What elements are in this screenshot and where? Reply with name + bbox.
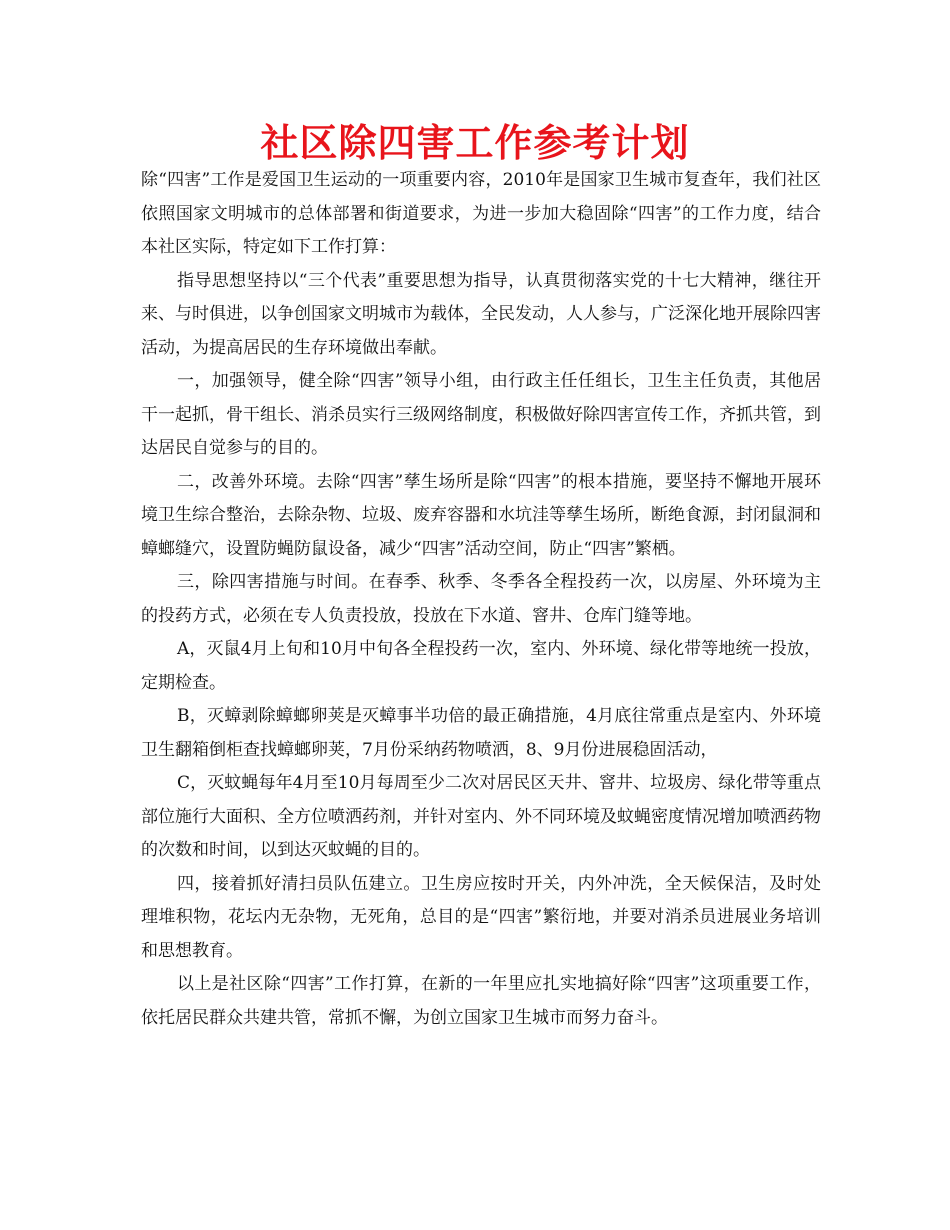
paragraph-cleaning-team: 四，接着抓好清扫员队伍建立。卫生房应按时开关，内外冲洗，全天候保洁，及时处理堆积物，花坛内无杂物，无死角，总目的是“四害”繁衍地，并要对消杀员进展业务培训和思想教育。 bbox=[141, 873, 821, 961]
paragraph-measures-timing: 三，除四害措施与时间。在春季、秋季、冬季各全程投药一次，以房屋、外环境为主的投药方式，必须在专人负责投放，投放在下水道、窨井、仓库门缝等地。 bbox=[141, 572, 821, 626]
paragraph-mosquito-fly-control: C，灭蚊蝇每年4月至10月每周至少二次对居民区天井、窨井、垃圾房、绿化带等重点部位施行大面积、全方位喷洒药剂，并针对室内、外不同环境及蚊蝇密度情况增加喷洒药物的次数和时间，以到达灭蚊蝇的目的。 bbox=[141, 773, 821, 860]
document-body bbox=[141, 164, 821, 1035]
paragraph-guiding-ideology: 指导思想坚持以“三个代表”重要思想为指导，认真贯彻落实党的十七大精神，继往开来、与时俱进，以争创国家文明城市为载体，全民发动，人人参与，广泛深化地开展除四害活动，为提高居民的生存环境做出奉献。 bbox=[141, 270, 821, 358]
paragraph-conclusion: 以上是社区除“四害”工作打算，在新的一年里应扎实地搞好除“四害”这项重要工作，依托居民群众共建共管，常抓不懈，为创立国家卫生城市而努力奋斗。 bbox=[141, 974, 821, 1028]
paragraph-environment: 二，改善外环境。去除“四害”孳生场所是除“四害”的根本措施，要坚持不懈地开展环境卫生综合整治，去除杂物、垃圾、废弃容器和水坑洼等孳生场所，断绝食源，封闭鼠洞和蟑螂缝穴，设置防蝇防鼠设备，减少“四害”活动空间，防止“四害”繁栖。 bbox=[141, 471, 821, 559]
paragraph-leadership: 一，加强领导，健全除“四害”领导小组，由行政主任任组长，卫生主任负责，其他居干一起抓，骨干组长、消杀员实行三级网络制度，积极做好除四害宣传工作，齐抓共管，到达居民自觉参与的目的。 bbox=[141, 371, 821, 458]
paragraph-rodent-control: A，灭鼠4月上旬和10月中旬各全程投药一次，室内、外环境、绿化带等地统一投放，定期检查。 bbox=[141, 639, 821, 693]
document-title: 社区除四害工作参考计划 bbox=[260, 120, 690, 165]
paragraph-cockroach-control: B，灭蟑剥除蟑螂卵荚是灭蟑事半功倍的最正确措施，4月底往常重点是室内、外环境卫生翻箱倒柜查找蟑螂卵荚，7月份采纳药物喷洒，8、9月份进展稳固活动， bbox=[141, 706, 821, 760]
paragraph-intro: 除“四害”工作是爱国卫生运动的一项重要内容，2010年是国家卫生城市复查年，我们社区依照国家文明城市的总体部署和街道要求，为进一步加大稳固除“四害”的工作力度，结合本社区实际，特定如下工作打算： bbox=[141, 170, 821, 257]
